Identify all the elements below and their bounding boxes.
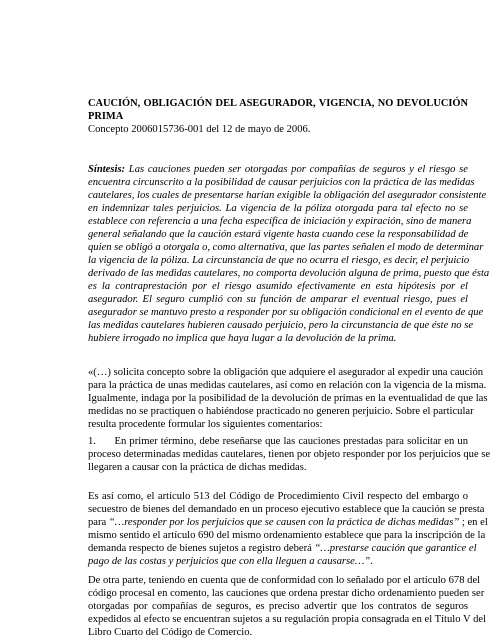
sintesis-line: asegurador. El seguro cumplió con su función de amparar el eventual riesgo, pues el [88,294,468,305]
sintesis-line: asegurador se mantuvo presto a responder por su obligación condicional en el evento de que [88,307,484,318]
paragraph-line: «(…) solicita concepto sobre la obligación que adquiere el asegurador al expedir una caución [88,367,484,378]
paragraph-line: otorgadas por compañías de seguros, es preciso advertir que los contratos de seguros [88,601,468,612]
paragraph-line: secuestro de bienes del demandado en un proceso ejecutivo establece que la caución se presta [88,504,485,515]
paragraph-line: expedidos al efecto se encuentran sujetos a su regulación propia consagrada en el Título V del [88,614,487,625]
sintesis-line: hubiere irrogado no implica que haya lugar a la devolución de la prima. [88,333,397,344]
sintesis-first-line [88,163,468,176]
paragraph-line: para la práctica de unas medidas cautelares, así como en relación con la vigencia de la misma. [88,380,487,391]
sintesis-label: Síntesis: [88,164,126,175]
concept-line: Concepto 2006015736-001 del 12 de mayo de 2006. [88,124,311,135]
paragraph-line: medidas no se practiquen o habiéndose practicado no generen perjuicio. Sobre el particular [88,406,474,417]
sintesis-line: la vigencia de la póliza. La circunstancia de que no ocurra el riesgo, es decir, el perjuicio [88,255,470,266]
text-run: . [370,556,373,567]
body-paragraph-2 [88,435,491,474]
title-line: PRIMA [88,111,124,122]
sintesis-text: Las cauciones pueden ser otorgadas por compañías de seguros y el riesgo se [125,164,468,175]
paragraph-line: mismo sentido el artículo 690 del mismo ordenamiento establece que para la inscripción de la [88,530,486,541]
paragraph-line: Libro Cuarto del Código de Comercio. [88,627,253,638]
sintesis-line: quien se obligó a otorgala o, como alternativa, que las partes señalen el modo de determinar [88,242,484,253]
paragraph-line [88,516,488,529]
body-paragraph-3 [88,490,488,568]
sintesis-line: encuentra circunscrito a la posibilidad de causar perjuicios con la práctica de las medidas [88,177,475,188]
sintesis-line: las medidas cautelares hubieren causado perjuicio, pero la circunstancia de que éste no se [88,320,474,331]
paragraph-line: resulta procedente formular los siguientes comentarios: [88,419,323,430]
paragraph-line [88,555,468,568]
sintesis-line: en indemnizar tales perjuicios. La vigencia de la póliza otorgada para tal efecto no se [88,203,468,214]
paragraph-line: proceso determinadas medidas cautelares, tienen por objeto responder por los perjuicios que se [88,449,491,460]
document-title [88,97,468,123]
text-run: demanda respecto de bienes sujetos a registro deberá [88,543,315,554]
title-line: CAUCIÓN, OBLIGACIÓN DEL ASEGURADOR, VIGENCIA, NO DEVOLUCIÓN [88,98,468,109]
text-run: ; en el [459,517,488,528]
paragraph-line: código procesal en comento, las cauciones que ordena prestar dicho ordenamiento pueden ser [88,588,485,599]
sintesis-line: general señalando que la caución estará vigente hasta cuando cese la responsabilidad de [88,229,469,240]
quoted-text: “…prestarse caución que garantice el [314,543,477,554]
concept-reference [88,123,468,136]
quoted-text: “…responder por los perjuicios que se causen con la práctica de dichas medidas” [108,517,460,528]
paragraph-line: llegaren a causar con la práctica de dichas medidas. [88,462,307,473]
sintesis-line: cautelares, los cuales de presentarse harían exigible la obligación del asegurador consistente [88,190,487,201]
sintesis-line: establece con referencia a una fecha específica de iniciación y expiración, sino de manera [88,216,472,227]
paragraph-line [88,542,477,555]
paragraph-line: Igualmente, indaga por la posibilidad de la devolución de primas en la eventualidad de que las [88,393,488,404]
sintesis-line: es la contraprestación por el riesgo asumido efectivamente en esta hipótesis por el [88,281,468,292]
sintesis-line: derivado de las medidas cautelares, no comporta devolución alguna de prima, puesto que ésta [88,268,490,279]
text-run: para [88,517,109,528]
paragraph-line: De otra parte, teniendo en cuenta que de conformidad con lo señalado por el artículo 678 del [88,575,481,586]
paragraph-line: Es así como, el artículo 513 del Código de Procedimiento Civil respecto del embargo o [88,491,468,502]
sintesis-paragraph [88,163,490,345]
body-paragraph-1 [88,366,488,431]
paragraph-line: 1. En primer término, debe reseñarse que las cauciones prestadas para solicitar en un [88,436,468,447]
body-paragraph-4 [88,574,487,639]
quoted-text: pago de las costas y perjuicios que con ella lleguen a causarse…” [88,556,371,567]
